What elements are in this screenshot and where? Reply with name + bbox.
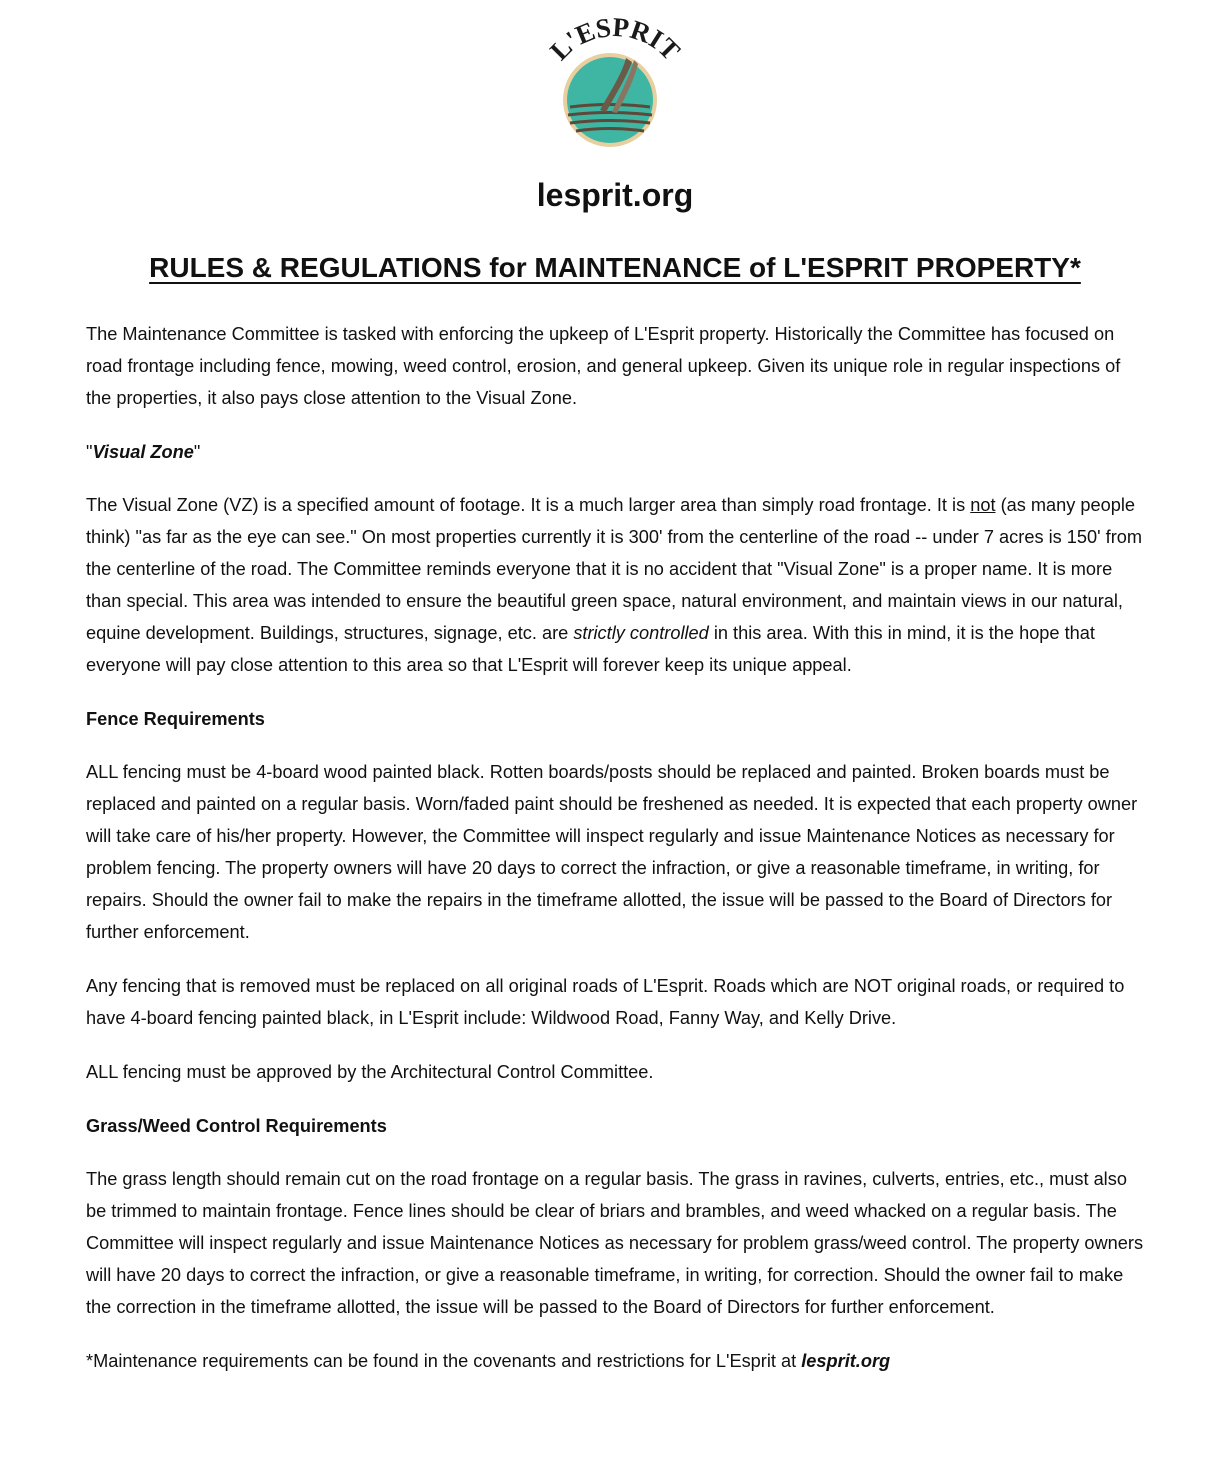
- footnote-link[interactable]: lesprit.org: [801, 1351, 891, 1371]
- visual-zone-heading: "Visual Zone": [86, 442, 201, 462]
- underlined-not: not: [970, 495, 996, 515]
- footnote: *Maintenance requirements can be found in the covenants and restrictions for L'Esprit at lesprit.org: [86, 1351, 891, 1371]
- document-title: [0, 246, 1230, 290]
- logo-graphic: [530, 14, 700, 154]
- fence-paragraph-2: Any fencing that is removed must be replaced on all original roads of L'Esprit. Roads which are NOT original roads, or required to have 4-board fencing painted black, in L'Esprit include: Wildwood Road, Fanny Way, and Kelly Drive.: [86, 976, 1125, 1028]
- italic-strictly-controlled: strictly controlled: [573, 623, 709, 643]
- site-url-heading: lesprit.org: [536, 177, 694, 213]
- fence-paragraph-1: ALL fencing must be 4-board wood painted black. Rotten boards/posts should be replaced and painted. Broken boards must be replaced and painted on a regular basis. Worn/faded paint should be freshened as needed. It is expected that each property owner will take care of his/her property. However, the Committee will inspect regularly and issue Maintenance Notices as necessary for problem fencing. The property owners will have 20 days to correct the infraction, or give a reasonable timeframe, in writing, for repairs. Should the owner fail to make the repairs in the timeframe allotted, the issue will be passed to the Board of Directors for further enforcement.: [86, 762, 1138, 942]
- logo-text: L'ESPRIT: [544, 14, 686, 67]
- lesprit-logo: [530, 14, 700, 154]
- document-title-text: RULES & REGULATIONS for MAINTENANCE of L'ESPRIT PROPERTY*: [149, 252, 1081, 283]
- visual-zone-paragraph: The Visual Zone (VZ) is a specified amount of footage. It is a much larger area than simply road frontage. It is not (as many people think) "as far as the eye can see." On most properties currently it is 300' from the centerline of the road -- under 7 acres is 150' from the centerline of the road. The Committee reminds everyone that it is no accident that "Visual Zone" is a proper name. It is more than special. This area was intended to ensure the beautiful green space, natural environment, and maintain views in our natural, equine development. Buildings, structures, signage, etc. are strictly controlled in this area. With this in mind, it is the hope that everyone will pay close attention to this area so that L'Esprit will forever keep its unique appeal.: [86, 495, 1143, 675]
- intro-paragraph: The Maintenance Committee is tasked with enforcing the upkeep of L'Esprit property. Historically the Committee has focused on road frontage including fence, mowing, weed control, erosion, and general upkeep. Given its unique role in regular inspections of the properties, it also pays close attention to the Visual Zone.: [86, 324, 1121, 408]
- document-body: [86, 318, 1146, 1399]
- grass-heading: Grass/Weed Control Requirements: [86, 1116, 387, 1136]
- fence-paragraph-3: ALL fencing must be approved by the Architectural Control Committee.: [86, 1062, 654, 1082]
- fence-heading: Fence Requirements: [86, 709, 265, 729]
- grass-paragraph: The grass length should remain cut on the road frontage on a regular basis. The grass in ravines, culverts, entries, etc., must also be trimmed to maintain frontage. Fence lines should be clear of briars and brambles, and weed whacked on a regular basis. The Committee will inspect regularly and issue Maintenance Notices as necessary for problem grass/weed control. The property owners will have 20 days to correct the infraction, or give a reasonable timeframe, in writing, for correction. Should the owner fail to make the correction in the timeframe allotted, the issue will be passed to the Board of Directors for further enforcement.: [86, 1169, 1144, 1317]
